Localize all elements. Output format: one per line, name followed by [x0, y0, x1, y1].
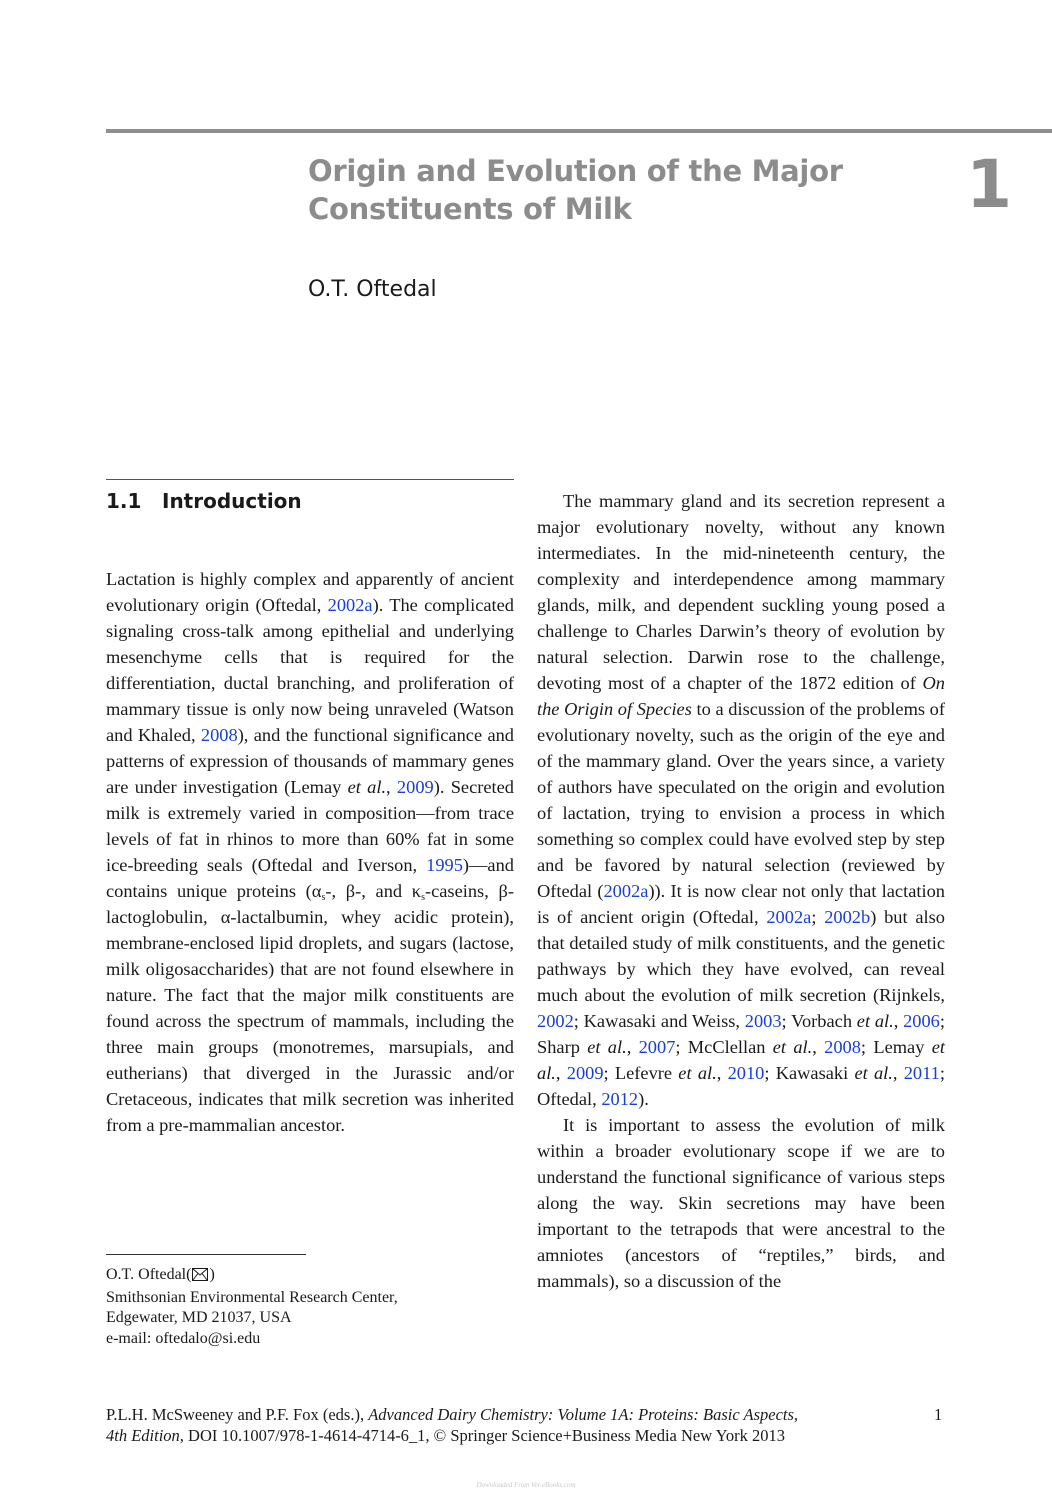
footer-text: , DOI 10.1007/978-1-4614-4714-6_1, © Springer Science+Business Media New York 2013	[179, 1426, 786, 1445]
paren: )	[209, 1266, 215, 1283]
author-affiliation	[106, 1265, 526, 1349]
citation-link[interactable]: 2002a	[766, 907, 812, 927]
paren: (	[186, 1266, 192, 1283]
left-column	[106, 566, 514, 1138]
citation-link[interactable]: 2002a	[327, 595, 373, 615]
footnote-rule	[106, 1254, 306, 1255]
right-column	[537, 488, 945, 1294]
chapter-author: O.T. Oftedal	[308, 277, 437, 302]
italic-text: et al.	[772, 1037, 813, 1057]
body-text: ,	[386, 777, 397, 797]
citation-link[interactable]: 2010	[727, 1063, 765, 1083]
intro-paragraph	[106, 566, 514, 1138]
body-text: ; Kawasaki	[764, 1063, 855, 1083]
affiliation-name: O.T. Oftedal	[106, 1266, 187, 1283]
body-text: -caseins, β-lactoglobulin, α-lactalbumin, whey acidic protein), membrane-enclosed lipid droplets, and sugars (lactose, milk oligosaccharides) that are not found elsewhere in nature. The fact that the major milk constituents are found across the spectrum of mammals, including the three main groups (monotremes, marsupials, and eutherians) that diverged in the Jurassic and/or Cretaceous, indicates that milk secretion was inherited from a pre-mammalian ancestor.	[106, 881, 514, 1135]
book-title: On the Origin of Species	[537, 673, 945, 719]
body-text: -, β-, and κ	[325, 881, 422, 901]
body-text: ,	[893, 1011, 904, 1031]
italic-text: et al.	[854, 1063, 893, 1083]
affiliation-name-line	[106, 1265, 526, 1288]
citation-link[interactable]: 2011	[903, 1063, 940, 1083]
footer-text: P.L.H. McSweeney and P.F. Fox (eds.),	[106, 1405, 369, 1424]
italic-text: et al.	[678, 1063, 717, 1083]
body-text: to a discussion of the problems of evolutionary novelty, such as the origin of the eye and of the mammary gland. Over the years since, a variety of authors have speculated on the origin and evolution of lactation, trying to envision a process in which something so complex could have evolved step by step and be favored by natural selection (reviewed by Oftedal (	[537, 699, 945, 901]
body-text: Lactation is highly complex and apparently of ancient evolutionary origin (Oftedal,	[106, 569, 514, 615]
section-number: 1.1	[106, 489, 142, 513]
body-text: ,	[716, 1063, 728, 1083]
citation-link[interactable]: 2002	[537, 1011, 574, 1031]
body-text: )). It is now clear not only that lactation is of ancient origin (Oftedal,	[537, 881, 945, 927]
body-text: ; McClellan	[675, 1037, 773, 1057]
citation-link[interactable]: 2009	[396, 777, 434, 797]
section-rule	[106, 479, 514, 480]
italic-text: et al.	[587, 1037, 627, 1057]
page-number: 1	[934, 1405, 943, 1424]
citation-link[interactable]: 2009	[566, 1063, 604, 1083]
citation-link[interactable]: 2008	[824, 1037, 861, 1057]
italic-text: et al.	[537, 1037, 945, 1083]
body-text: ,	[555, 1063, 567, 1083]
chapter-title	[308, 152, 908, 228]
body-text: ).	[638, 1089, 649, 1109]
body-paragraph: It is important to assess the evolution of milk within a broader evolutionary scope if we are to understand the functional significance of various steps along the way. Skin secretions may have been important to the tetrapods that were ancestral to the amniotes (ancestors of “reptiles,” birds, and mammals), so a discussion of the	[537, 1115, 945, 1291]
subscript: s	[321, 892, 326, 903]
body-text: ,	[626, 1037, 639, 1057]
citation-link[interactable]: 2007	[638, 1037, 676, 1057]
italic-text: et al.	[347, 777, 387, 797]
subscript: s	[421, 892, 425, 903]
citation-link[interactable]: 2003	[744, 1011, 782, 1031]
watermark: Downloaded From Vet-eBooks.com	[476, 1481, 576, 1489]
body-text: ). Secreted milk is extremely varied in composition—from trace levels of fat in rhinos to more than 60% fat in some ice-breeding seals (Oftedal and Iverson,	[106, 777, 514, 875]
body-text: ,	[892, 1063, 904, 1083]
footer-line	[106, 1404, 866, 1425]
citation-link[interactable]: 2006	[903, 1011, 940, 1031]
book-title: Advanced Dairy Chemistry: Volume 1A: Proteins: Basic Aspects	[368, 1405, 794, 1424]
affiliation-line: Edgewater, MD 21037, USA	[106, 1309, 292, 1326]
citation-link[interactable]: 2012	[601, 1089, 639, 1109]
body-text: ,	[812, 1037, 825, 1057]
body-paragraph	[537, 488, 945, 1112]
body-text: ). The complicated signaling cross-talk among epithelial and underlying mesenchyme cells that is required for the differentiation, ductal branching, and proliferation of mammary tissue is only now being unraveled (Watson and Khaled,	[106, 595, 515, 745]
body-text: The mammary gland and its secretion represent a major evolutionary novelty, without any known intermediates. In the mid-nineteenth century, the complexity and interdependence among mammary glands, milk, and dependent suckling young posed a challenge to Charles Darwin’s theory of evolution by natural selection. Darwin rose to the challenge, devoting most of a chapter of the 1872 edition of	[537, 491, 945, 693]
body-text: ; Vorbach	[781, 1011, 857, 1031]
footer-line	[106, 1425, 866, 1446]
citation-link[interactable]: 2002a	[603, 881, 649, 901]
citation-link[interactable]: 2008	[200, 725, 238, 745]
body-text: ; Lemay	[860, 1037, 932, 1057]
italic-text: et al.	[856, 1011, 894, 1031]
body-text: ; Sharp	[537, 1011, 945, 1057]
chapter-number: 1	[966, 146, 1012, 223]
body-text: ), and the functional significance and patterns of expression of thousands of mammary genes are under investigation (Lemay	[106, 725, 514, 797]
footer-text: ,	[793, 1405, 799, 1424]
section-title: Introduction	[162, 489, 302, 513]
chapter-top-rule	[106, 129, 1052, 133]
citation-footer	[106, 1404, 866, 1446]
body-text: ; Lefevre	[603, 1063, 679, 1083]
chapter-title-line: Constituents of Milk	[308, 192, 632, 226]
citation-link[interactable]: 2002b	[824, 907, 871, 927]
body-text: )—and contains unique proteins (α	[106, 855, 514, 901]
body-text: ) but also that detailed study of milk constituents, and the genetic pathways by which they have evolved, can reveal much about the evolution of milk secretion (Rijnkels,	[537, 907, 945, 1005]
body-text: ; Kawasaki and Weiss,	[573, 1011, 745, 1031]
section-heading	[106, 487, 302, 515]
body-text: ;	[811, 907, 825, 927]
edition: 4th Edition	[106, 1426, 180, 1445]
chapter-title-line: Origin and Evolution of the Major	[308, 154, 843, 188]
citation-link[interactable]: 1995	[426, 855, 463, 875]
affiliation-line: Smithsonian Environmental Research Center,	[106, 1288, 398, 1306]
affiliation-email[interactable]: e-mail: oftedalo@si.edu	[106, 1329, 261, 1347]
body-text: ; Oftedal,	[537, 1063, 945, 1109]
envelope-icon[interactable]	[192, 1267, 208, 1288]
